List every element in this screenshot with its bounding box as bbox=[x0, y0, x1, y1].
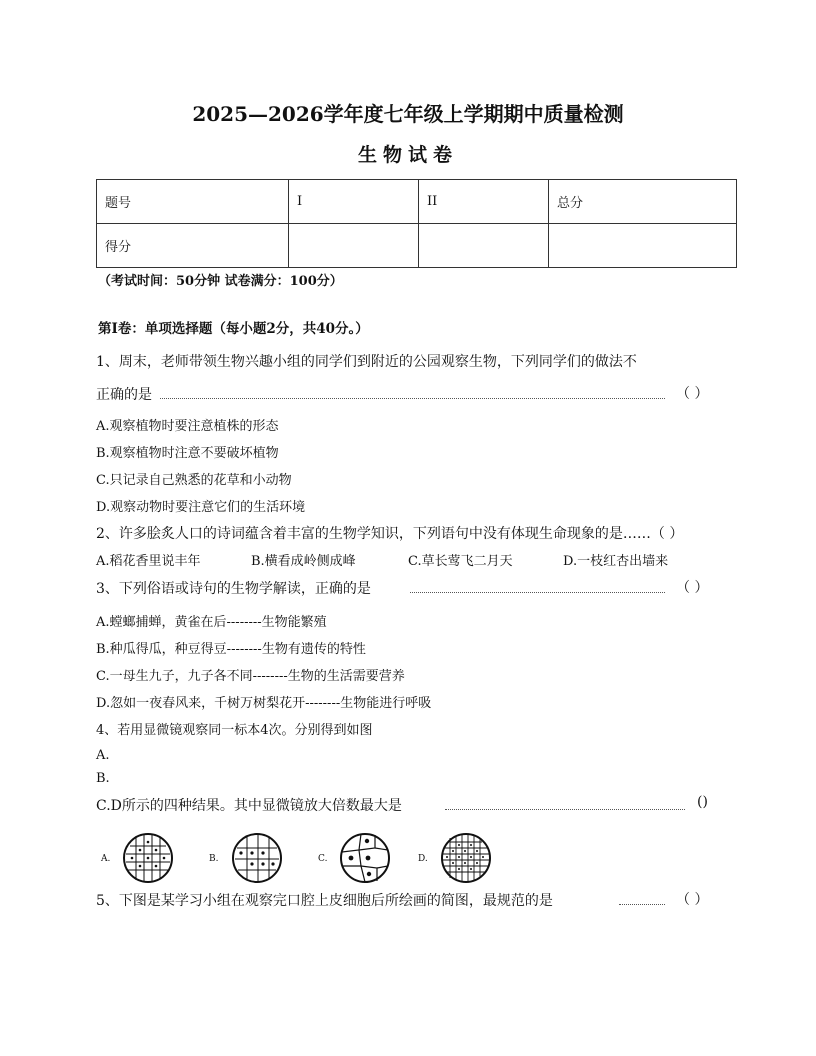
table-header-cell: 总分 bbox=[549, 180, 737, 224]
question-1-text-cont: 正确的是 bbox=[96, 387, 152, 403]
exam-note: （考试时间：50分钟 试卷满分：100分） bbox=[98, 274, 343, 289]
table-row bbox=[97, 180, 737, 224]
score-cell[interactable] bbox=[549, 224, 737, 268]
question-1-text: 1、周末，老师带领生物兴趣小组的同学们到附近的公园观察生物，下列同学们的做法不 bbox=[96, 354, 637, 370]
image-label-b: B. bbox=[209, 854, 219, 864]
option-a: A.观察植物时要注意植株的形态 bbox=[96, 419, 279, 434]
section-title: 第Ⅰ卷：单项选择题（每小题2分，共40分。） bbox=[98, 321, 369, 337]
score-cell[interactable] bbox=[419, 224, 549, 268]
option-a: A.稻花香里说丰年 bbox=[96, 554, 201, 569]
option-b: B.横看成岭侧成峰 bbox=[251, 554, 356, 569]
microscope-view-b bbox=[231, 832, 283, 884]
question-4-line-c: C.D所示的四种结果。其中显微镜放大倍数最大是 bbox=[96, 798, 402, 814]
question-2-text: 2、许多脍炙人口的诗词蕴含着丰富的生物学知识，下列语句中没有体现生命现象的是……（ ） bbox=[96, 526, 684, 542]
option-c: C.一母生九子，九子各不同--------生物的生活需要营养 bbox=[96, 669, 405, 684]
answer-paren[interactable]: （ ） bbox=[676, 580, 709, 596]
image-label-d: D. bbox=[418, 854, 428, 864]
score-cell[interactable] bbox=[289, 224, 419, 268]
table-header-cell: I bbox=[289, 180, 419, 224]
score-table bbox=[96, 179, 737, 268]
question-2-options bbox=[0, 550, 816, 570]
question-4-line-a: A. bbox=[96, 748, 110, 763]
dotted-leader bbox=[619, 904, 665, 905]
option-a: A.螳螂捕蝉，黄雀在后--------生物能繁殖 bbox=[96, 615, 327, 630]
answer-paren[interactable]: （ ） bbox=[676, 386, 709, 402]
dotted-leader bbox=[410, 592, 665, 593]
exam-subtitle: 生物试卷 bbox=[357, 144, 458, 166]
option-d: D.观察动物时要注意它们的生活环境 bbox=[96, 500, 306, 515]
question-4-line-b: B. bbox=[96, 771, 110, 786]
microscope-views bbox=[96, 830, 516, 886]
microscope-view-c bbox=[339, 832, 391, 884]
dotted-leader bbox=[160, 398, 665, 399]
image-label-a: A. bbox=[101, 854, 111, 864]
dotted-leader bbox=[445, 809, 685, 810]
table-header-cell: 题号 bbox=[97, 180, 289, 224]
option-c: C.草长莺飞二月天 bbox=[408, 554, 513, 569]
option-c: C.只记录自己熟悉的花草和小动物 bbox=[96, 473, 292, 488]
question-5-text: 5、下图是某学习小组在观察完口腔上皮细胞后所绘画的简图，最规范的是 bbox=[96, 893, 553, 909]
exam-title: 2025—2026学年度七年级上学期期中质量检测 bbox=[192, 102, 624, 126]
option-b: B.种瓜得瓜，种豆得豆--------生物有遗传的特性 bbox=[96, 642, 366, 657]
option-d: D.一枝红杏出墙来 bbox=[563, 554, 669, 569]
question-3-text: 3、下列俗语或诗句的生物学解读，正确的是 bbox=[96, 581, 371, 597]
table-row-label: 得分 bbox=[97, 224, 289, 268]
image-label-c: C. bbox=[318, 854, 328, 864]
microscope-view-d bbox=[440, 832, 492, 884]
answer-paren[interactable]: () bbox=[697, 794, 708, 810]
option-d: D.忽如一夜春风来，千树万树梨花开--------生物能进行呼吸 bbox=[96, 696, 432, 711]
table-row bbox=[97, 224, 737, 268]
microscope-view-a bbox=[122, 832, 174, 884]
table-header-cell: II bbox=[419, 180, 549, 224]
answer-paren[interactable]: （ ） bbox=[676, 892, 709, 908]
option-b: B.观察植物时注意不要破坏植物 bbox=[96, 446, 279, 461]
question-4-text: 4、若用显微镜观察同一标本4次。分别得到如图 bbox=[96, 723, 373, 738]
